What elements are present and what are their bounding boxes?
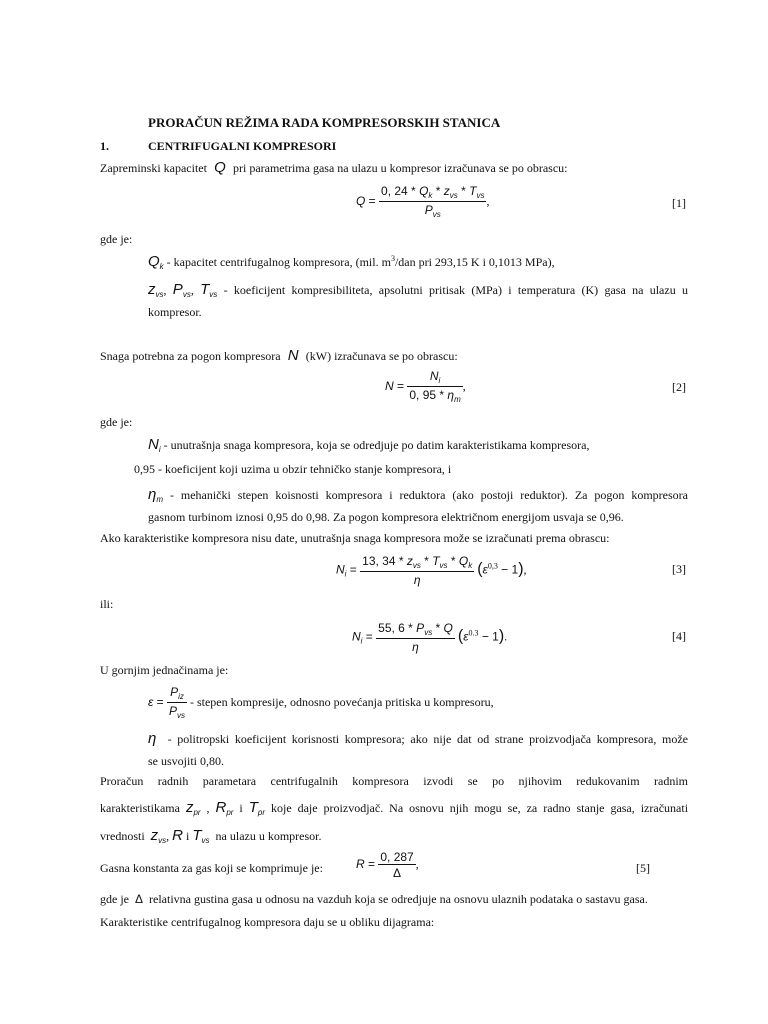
equation-5-label: [5] (636, 861, 650, 875)
paragraph-reduced-characteristics: Proračun radnih parametara centrifugalnih kompresora izvodi se po njihovim redukovanim radnim (100, 774, 688, 788)
paragraph-capacity: Zapreminski kapacitet Q pri parametrima gasa na ulazu u kompresor izračunava se po obrascu: (100, 159, 568, 176)
equation-5: R = $\frac{0, 287}{\Delta}$ , (356, 850, 419, 880)
paragraph-gas-constant: Gasna konstanta za gas koji se komprimuje je: (100, 861, 323, 875)
paragraph-in-equations: U gornjim jednačinama je: (100, 663, 229, 677)
section-number: 1. (100, 139, 109, 153)
definition-qk: $Q_k$ - kapacitet centrifugalnog kompresora, (mil. $m^3$/dan pri 293,15 K i 0,1013 MPa), (148, 253, 555, 271)
equation-1: Q = $\frac{0, 24 * Q_k * z_{vs} * T_{vs}}{P_{vs}}$ , (356, 184, 490, 219)
paragraph-relative-density: gde je Δ relativna gustina gasa u odnosu na vazduh koja se odredjuje na osnovu ulaznih podataka o sastavu gasa. (100, 892, 648, 906)
definition-eta-m-continuation: gasnom turbinom iznosi 0,95 do 0,98. Za pogon kompresora električnom energijom usvaja se 0,96. (148, 510, 624, 524)
equation-3: $N_i$ = $\frac{13, 34 * z_{vs} * T_{vs} * Q_k}{\eta}$ $(\varepsilon^{0,3} - 1)$, (336, 554, 527, 587)
definition-eta-m: $\eta_m$ - mehanički stepen koisnosti kompresora i reduktora (ako postoji reduktor). Za pogon kompresora (148, 486, 688, 504)
page-title: PRORAČUN REŽIMA RADA KOMPRESORSKIH STANICA (148, 115, 501, 130)
paragraph-internal-power: Ako karakteristike kompresora nisu date, unutrašnja snaga kompresora može se izračunati prema obrascu: (100, 531, 610, 545)
where-label-2: gde je: (100, 415, 133, 429)
paragraph-diagram-intro: Karakteristike centrifugalnog kompresora daju se u obliku dijagrama: (100, 915, 435, 929)
definition-095: 0,95 - koeficijent koji uzima u obzir tehničko stanje kompresora, i (134, 462, 452, 476)
paragraph-reduced-characteristics-line3: vrednosti $z_{vs}$, R i $T_{vs}$ na ulazu u kompresor. (100, 827, 322, 845)
equation-2: N = $\frac{N_i}{0, 95 * \eta_m}$ , (385, 369, 466, 404)
definition-ni: $N_i$ - unutrašnja snaga kompresora, koja se odredjuje po datim karakteristikama kompresora, (148, 436, 590, 454)
paragraph-reduced-characteristics-line2: karakteristikama $z_{pr}$ , $R_{pr}$ i $T_{pr}$ koje daje proizvodjač. Na osnovu njih mogu se, za radno stanje gasa, izračunati (100, 799, 689, 817)
definition-z-continuation: kompresor. (148, 305, 202, 319)
section-title: CENTRIFUGALNI KOMPRESORI (148, 139, 337, 153)
equation-2-label: [2] (672, 380, 686, 394)
paragraph-power: Snaga potrebna za pogon kompresora N (kW) izračunava se po obrascu: (100, 347, 458, 364)
definition-eta-politropic: η - politropski koeficijent korisnosti kompresora; ako nije dat od strane proizvodjača kompresora, može (148, 730, 688, 747)
or-label: ili: (100, 597, 114, 611)
equation-3-label: [3] (672, 562, 686, 576)
definition-epsilon: ε = $\frac{P_{iz}}{P_{vs}}$ - stepen kompresije, odnosno povećanja pritiska u kompresoru, (148, 685, 494, 720)
definition-z-p-t: $z_{vs}$, $P_{vs}$, $T_{vs}$ - koeficijent kompresibiliteta, apsolutni pritisak (MPa) i temperatura (K) gasa na ulazu u (148, 281, 688, 299)
equation-1-label: [1] (672, 196, 686, 210)
where-label-1: gde je: (100, 232, 133, 246)
equation-4: $N_i$ = $\frac{55, 6 * P_{vs} * Q}{\eta}$ $(\varepsilon^{0.3} - 1)$. (352, 621, 508, 654)
definition-eta-politropic-continuation: se usvojiti 0,80. (148, 754, 225, 768)
equation-4-label: [4] (672, 629, 686, 643)
